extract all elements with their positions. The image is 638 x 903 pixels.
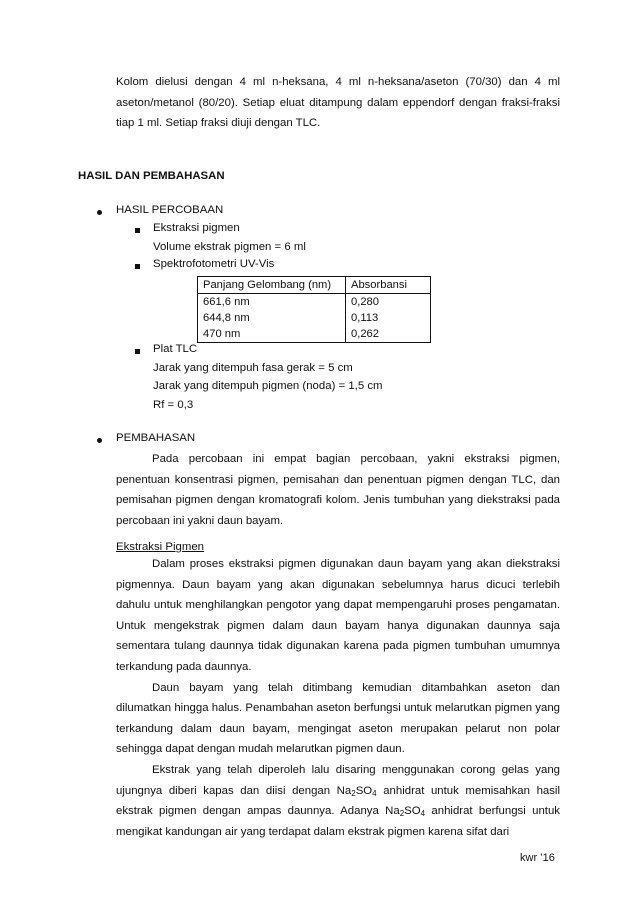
- tlc-line: Jarak yang ditempuh pigmen (noda) = 1,5 cm: [153, 380, 383, 392]
- wavelength-value: 470 nm: [203, 328, 241, 340]
- formula-part: 4: [372, 788, 377, 798]
- square-bullet-icon: [135, 228, 140, 233]
- hasil-label: HASIL PERCOBAAN: [116, 204, 224, 216]
- table-cell: [346, 294, 431, 343]
- ekstraksi-paragraphs: [116, 554, 560, 842]
- para4-text: Ekstrak yang telah diperoleh lalu disaring menggunakan corong gelas yang ujungnya diberi kapas dan diisi dengan: [116, 763, 560, 797]
- ekstraksi-subheading: Ekstraksi Pigmen: [116, 541, 204, 553]
- formula-part: Na: [336, 784, 352, 797]
- tlc-line: Rf = 0,3: [153, 399, 194, 411]
- ekstraksi-label: Ekstraksi pigmen: [153, 222, 240, 234]
- wavelength-value: 661,6 nm: [203, 296, 250, 308]
- tlc-label: Plat TLC: [153, 343, 198, 355]
- formula-part: Na: [385, 805, 400, 818]
- pembahasan-paragraph: [116, 449, 560, 531]
- para4-text: anhidrat untuk memisahkan hasil ekstrak pigmen dengan ampas daunnya. Adanya: [116, 784, 560, 818]
- square-bullet-icon: [135, 264, 140, 269]
- ekstraksi-para2: Dalam proses ekstraksi pigmen digunakan daun bayam yang akan diekstraksi pigmennya. Daun bayam yang akan digunakan sebelumnya harus dicuci terlebih dahulu untuk menghilangkan pengotor yang dapat mempengaruhi proses pengamatan. Untuk mengekstrak pigmen dalam daun bayam hanya digunakan daunnya saja sementara tulang daunnya tidak digunakan karena pada pigmen tumbuhan umumnya terkandung pada daunnya.: [116, 558, 560, 673]
- table-header-cell: Absorbansi: [346, 277, 431, 294]
- ekstraksi-para4: [116, 760, 560, 842]
- formula-na2so4: [385, 805, 425, 817]
- ekstraksi-volume: Volume ekstrak pigmen = 6 ml: [153, 241, 306, 253]
- bullet-icon: [97, 438, 102, 443]
- para4-text: anhidrat berfungsi untuk mengikat kandungan air yang terdapat dalam ekstrak pigmen karena sifat dari: [116, 805, 560, 838]
- absorbance-value: 0,262: [351, 328, 379, 340]
- page-footer: kwr ’16: [520, 852, 555, 864]
- table-row: [198, 294, 431, 343]
- pembahasan-label: PEMBAHASAN: [116, 432, 196, 444]
- formula-na2so4: [337, 785, 377, 797]
- ekstraksi-para3: Daun bayam yang telah ditimbang kemudian ditambahkan aseton dan dilumatkan hingga halus. Penambahan aseton berfungsi untuk melarutkan pigmen yang terkandung dalam daun bayam, mengingat aseton merupakan pelarut non polar sehingga dapat dengan mudah melarutkan pigmen daun.: [116, 681, 560, 756]
- table-header-row: [198, 277, 431, 294]
- formula-part: 2: [399, 809, 405, 819]
- formula-part: SO: [404, 805, 421, 818]
- spektro-label: Spektrofotometri UV-Vis: [153, 258, 275, 270]
- intro-text: Kolom dielusi dengan 4 ml n-heksana, 4 ml n-heksana/aseton (70/30) dan 4 ml aseton/metanol (80/20). Setiap eluat ditampung dalam eppendorf dengan fraksi-fraksi tiap 1 ml. Setiap fraksi diuji dengan TLC.: [116, 76, 560, 130]
- wavelength-value: 644,8 nm: [203, 312, 250, 324]
- formula-part: 2: [351, 788, 356, 798]
- section-heading: HASIL DAN PEMBAHASAN: [78, 170, 225, 182]
- table-header-cell: Panjang Gelombang (nm): [198, 277, 346, 294]
- square-bullet-icon: [135, 349, 140, 354]
- table-cell: [198, 294, 346, 343]
- absorbansi-table: [197, 276, 431, 343]
- absorbance-value: 0,113: [351, 312, 379, 324]
- intro-paragraph: [116, 72, 560, 134]
- pembahasan-para1: Pada percobaan ini empat bagian percobaan, yakni ekstraksi pigmen, penentuan konsentrasi pigmen, pemisahan dan penentuan pigmen dengan TLC, dan pemisahan pigmen dengan kromatografi kolom. Jenis tumbuhan yang diekstraksi pada percobaan ini yakni daun bayam.: [116, 453, 560, 527]
- bullet-icon: [97, 210, 102, 215]
- formula-part: SO: [355, 784, 373, 797]
- tlc-line: Jarak yang ditempuh fasa gerak = 5 cm: [153, 362, 353, 374]
- formula-part: 4: [420, 809, 426, 819]
- absorbance-value: 0,280: [351, 296, 379, 308]
